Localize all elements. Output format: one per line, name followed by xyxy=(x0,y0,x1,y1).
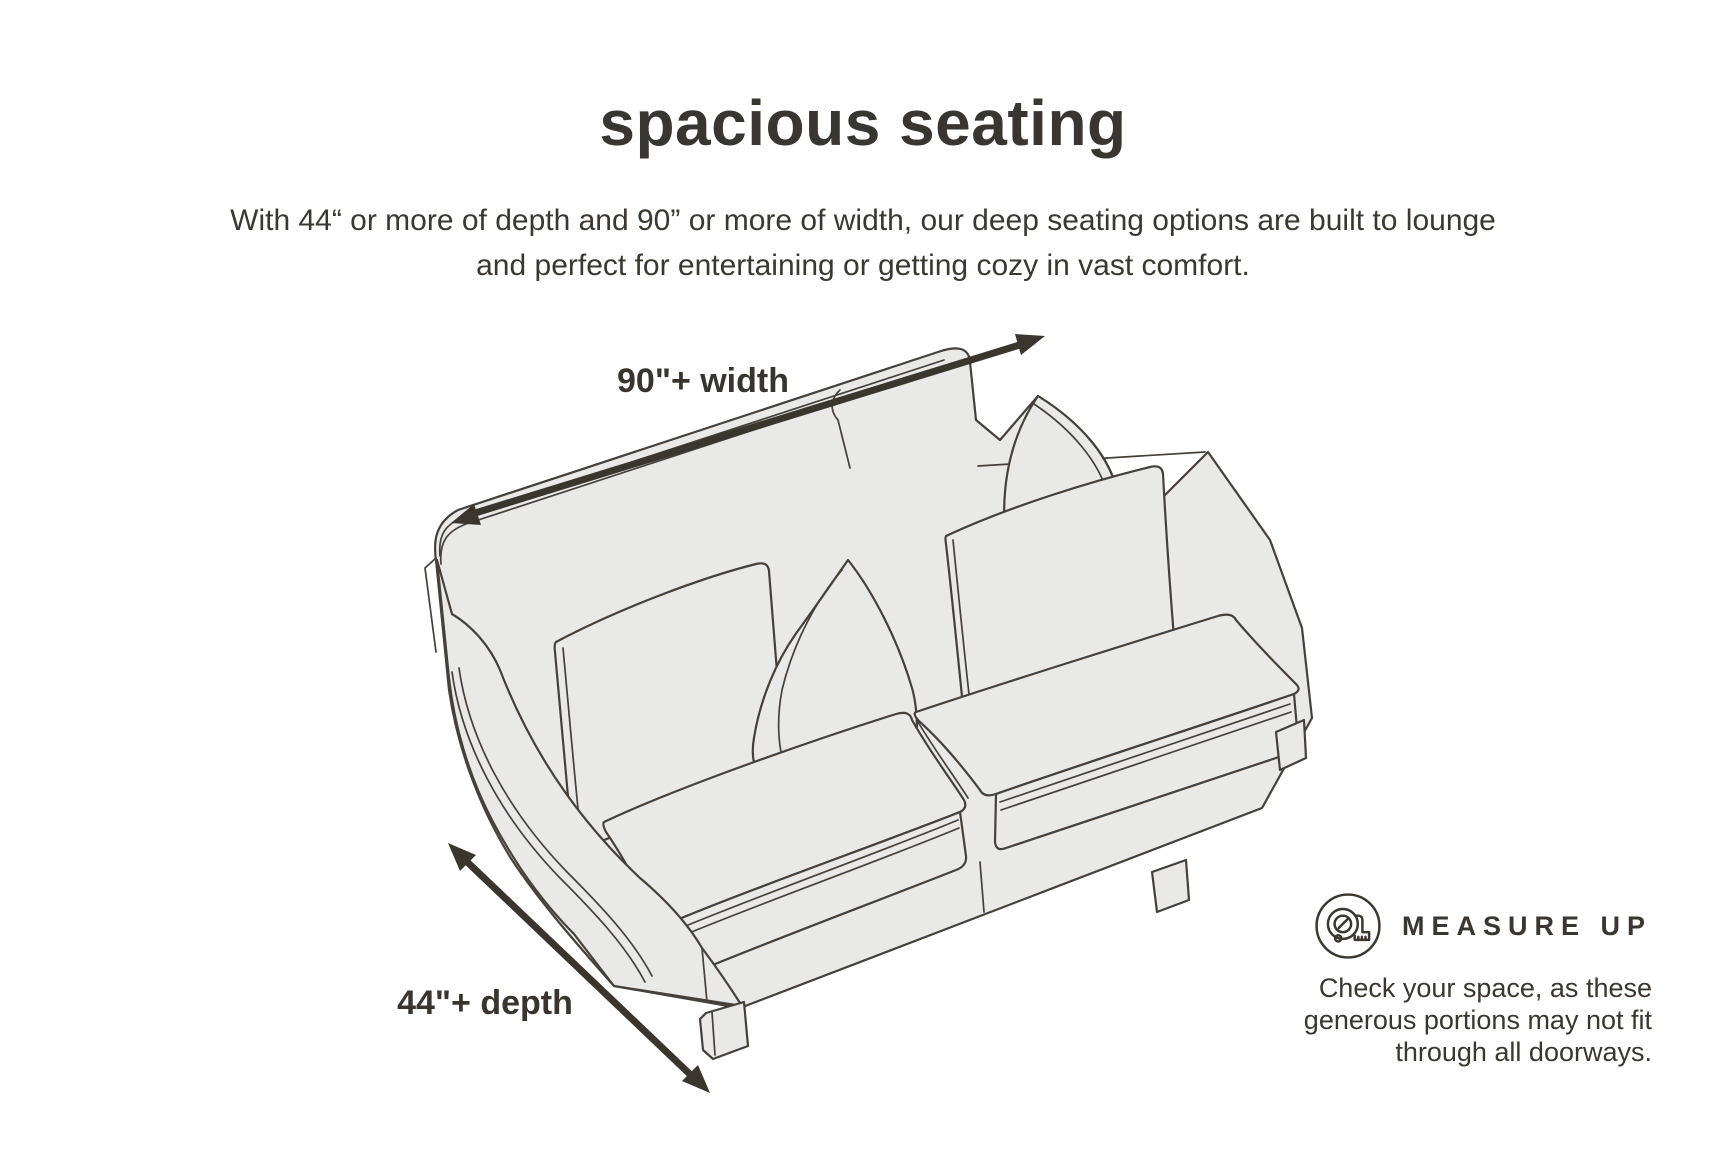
sofa-foot-left xyxy=(700,1002,748,1059)
depth-dimension-label: 44"+ depth xyxy=(397,984,573,1022)
measure-up-note-line-3: through all doorways. xyxy=(1395,1037,1652,1067)
measure-up-note xyxy=(1092,972,1652,1068)
measure-up-note-line-1: Check your space, as these xyxy=(1318,973,1652,1003)
back-left-edge-line xyxy=(425,558,436,652)
measure-up-note-line-2: generous portions may not fit xyxy=(1303,1005,1652,1035)
subtitle-line-2: and perfect for entertaining or getting cozy in vast comfort. xyxy=(476,249,1250,282)
width-arrow-head-right xyxy=(1015,334,1045,355)
page-title: spacious seating xyxy=(599,87,1127,159)
subtitle-line-1: With 44“ or more of depth and 90” or more of width, our deep seating options are built to lounge xyxy=(230,204,1496,237)
measure-up-section xyxy=(1092,892,1652,1068)
tape-measure-icon xyxy=(1314,892,1382,960)
measure-up-heading: MEASURE UP xyxy=(1401,910,1652,941)
width-dimension-label: 90"+ width xyxy=(617,362,789,400)
measure-up-header-row xyxy=(1092,892,1652,960)
